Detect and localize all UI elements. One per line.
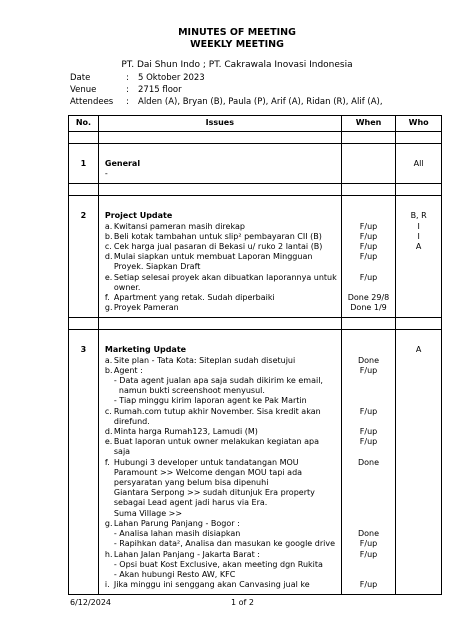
- item-text: Hubungi 3 developer untuk tandatangan MOU: [113, 457, 299, 467]
- section-number: 2: [69, 196, 99, 318]
- who-value: A: [415, 242, 422, 252]
- item-marker: b.: [104, 231, 113, 241]
- when-value: [342, 417, 396, 427]
- when-value: F/up: [359, 437, 378, 447]
- issue-line: [105, 550, 337, 560]
- header-when: When: [341, 116, 396, 132]
- item-marker: h.: [104, 549, 113, 559]
- item-text: - Tiap minggu kirim laporan agent ke Pak Martin: [113, 396, 307, 406]
- item-text: - Rapihkan data², Analisa dan masukan ke google drive: [113, 539, 336, 549]
- when-value: F/up: [359, 231, 378, 241]
- when-value: Done: [357, 355, 380, 365]
- meta-label: Attendees: [70, 97, 114, 107]
- issue-line: [105, 529, 337, 539]
- item-text: Proyek. Siapkan Draft: [113, 262, 201, 272]
- issues-cell: [98, 144, 341, 184]
- issue-line: [105, 293, 337, 303]
- who-value: A: [415, 345, 422, 355]
- issues-table: [68, 115, 442, 595]
- section-title: General: [104, 159, 141, 168]
- issue-line: [105, 417, 337, 427]
- item-marker: c.: [104, 242, 112, 252]
- document-subtitle: WEEKLY MEETING: [190, 39, 284, 50]
- item-text: Apartment yang retak. Sudah diperbaiki: [113, 293, 275, 303]
- meta-value: 5 Oktober 2023: [138, 73, 205, 83]
- item-text: Lahan Jalan Panjang - Jakarta Barat :: [113, 549, 260, 559]
- item-text: Beli kotak tambahan untuk slip² pembayaran CII (B): [113, 231, 322, 241]
- when-value: F/up: [359, 242, 378, 252]
- who-value: I: [417, 231, 420, 241]
- when-cell: [341, 196, 396, 318]
- item-text: Agent :: [113, 365, 143, 375]
- issue-line: [105, 366, 337, 376]
- when-value: F/up: [359, 539, 378, 549]
- when-value: [342, 468, 396, 478]
- when-value: [342, 262, 396, 272]
- item-text: saja: [113, 447, 131, 457]
- issue-line: [105, 407, 337, 417]
- item-marker: f.: [104, 457, 110, 467]
- item-text: Jika minggu ini senggang akan Canvasing jual ke: [113, 580, 310, 590]
- item-text: direfund.: [113, 416, 150, 426]
- when-value: Done: [357, 457, 380, 467]
- when-value: F/up: [359, 406, 378, 416]
- issue-line: [105, 396, 337, 406]
- issues-cell: [98, 330, 341, 595]
- item-text: Suma Village >>: [113, 508, 183, 518]
- table-row: [69, 330, 442, 595]
- when-value: [342, 478, 396, 488]
- when-value: F/up: [359, 365, 378, 375]
- item-text: - Akan hubungi Resto AW, KFC: [113, 569, 236, 579]
- issue-line: [105, 498, 337, 508]
- item-marker: e.: [104, 272, 113, 282]
- item-text: namun bukti screenshoot menyusul.: [118, 386, 265, 396]
- issue-line: [105, 560, 337, 570]
- footer-page: 1 of 2: [231, 598, 254, 607]
- issue-line: [105, 427, 337, 437]
- item-text: - Data agent jualan apa saja sudah dikirim ke email,: [113, 376, 323, 386]
- item-marker: c.: [104, 406, 112, 416]
- issue-line: [105, 437, 337, 447]
- item-text: Proyek Pameran: [113, 303, 179, 313]
- issue-line: [105, 169, 337, 179]
- who-value: B, R: [410, 211, 427, 221]
- item-text: Buat laporan untuk owner melakukan kegiatan apa: [113, 437, 320, 447]
- issue-line: [105, 458, 337, 468]
- who-value: I: [417, 221, 420, 231]
- issue-line: [105, 447, 337, 457]
- when-value: [342, 283, 396, 293]
- item-marker: a.: [104, 221, 113, 231]
- item-marker: d.: [104, 427, 113, 437]
- who-cell: [396, 196, 442, 318]
- footer-date: 6/12/2024: [70, 598, 112, 607]
- meta-row: [70, 72, 383, 84]
- when-cell: [341, 330, 396, 595]
- section-title: Project Update: [104, 211, 173, 221]
- meeting-meta: [70, 72, 383, 108]
- spacer-row: [69, 184, 442, 196]
- issue-line: [105, 222, 337, 232]
- when-value: [342, 376, 396, 386]
- issue-line: [105, 252, 337, 262]
- spacer-row: [69, 318, 442, 330]
- when-value: [342, 447, 396, 457]
- when-value: F/up: [359, 549, 378, 559]
- issue-line: [105, 242, 337, 252]
- meta-value: 2715 floor: [138, 85, 182, 95]
- when-value: F/up: [359, 221, 378, 231]
- item-text: Mulai siapkan untuk membuat Laporan Mingguan: [113, 252, 313, 262]
- meta-label: Venue: [70, 85, 97, 95]
- when-value: Done 1/9: [350, 303, 387, 313]
- header-who: Who: [396, 116, 442, 132]
- item-text: Paramount >> Welcome dengan MOU tapi ada: [113, 467, 303, 477]
- item-text: Kwitansi pameran masih direkap: [113, 221, 245, 231]
- section-number: 1: [69, 144, 99, 184]
- item-marker: i.: [104, 580, 110, 590]
- who-value: All: [413, 159, 424, 168]
- when-value: F/up: [359, 272, 378, 282]
- item-text: Cek harga jual pasaran di Bekasi u/ ruko 2 lantai (B): [113, 242, 323, 252]
- when-value: [342, 396, 396, 406]
- issue-line: [105, 570, 337, 580]
- when-value: [342, 498, 396, 508]
- section-number: 3: [69, 330, 99, 595]
- meta-row: [70, 84, 383, 96]
- item-text: sebagai Lead agent jadi harus via Era.: [113, 498, 268, 508]
- when-value: F/up: [359, 252, 378, 262]
- when-value: [342, 509, 396, 519]
- meta-label: Date: [70, 73, 91, 83]
- issue-line: [105, 509, 337, 519]
- when-value: [342, 560, 396, 570]
- table-header-row: [69, 116, 442, 132]
- issue-line: [105, 232, 337, 242]
- spacer-row: [69, 132, 442, 144]
- item-marker: -: [104, 169, 108, 179]
- item-marker: d.: [104, 252, 113, 262]
- header-no: No.: [69, 116, 99, 132]
- issue-line: [105, 539, 337, 549]
- item-text: Giantara Serpong >> sudah ditunjuk Era property: [113, 488, 315, 498]
- meta-colon: :: [126, 85, 129, 95]
- header-issues: Issues: [98, 116, 341, 132]
- who-cell: [396, 330, 442, 595]
- item-marker: g.: [104, 518, 113, 528]
- issue-line: [105, 303, 337, 313]
- item-text: Site plan - Tata Kota: Siteplan sudah disetujui: [113, 355, 296, 365]
- issue-line: [105, 262, 337, 272]
- issue-line: [105, 273, 337, 283]
- meta-colon: :: [126, 97, 129, 107]
- when-value: [342, 386, 396, 396]
- when-value: F/up: [359, 580, 378, 590]
- table-row: [69, 144, 442, 184]
- item-marker: g.: [104, 303, 113, 313]
- issue-line: [105, 356, 337, 366]
- issue-line: [105, 283, 337, 293]
- when-value: F/up: [359, 427, 378, 437]
- item-text: Minta harga Rumah123, Lamudi (M): [113, 427, 258, 437]
- issue-line: [105, 519, 337, 529]
- who-cell: [396, 144, 442, 184]
- when-value: Done: [357, 529, 380, 539]
- meta-value: Alden (A), Bryan (B), Paula (P), Arif (A), Ridan (R), Alif (A),: [138, 97, 383, 107]
- item-marker: e.: [104, 437, 113, 447]
- when-value: [342, 570, 396, 580]
- when-value: [342, 488, 396, 498]
- item-marker: f.: [104, 293, 110, 303]
- issue-line: [105, 488, 337, 498]
- meta-colon: :: [126, 73, 129, 83]
- issue-line: [105, 468, 337, 478]
- issues-cell: [98, 196, 341, 318]
- issue-line: [105, 376, 337, 386]
- when-cell: [341, 144, 396, 184]
- issue-line: [105, 580, 337, 590]
- item-marker: b.: [104, 365, 113, 375]
- item-text: Rumah.com tutup akhir November. Sisa kredit akan: [113, 406, 321, 416]
- when-value: [342, 519, 396, 529]
- companies-line: PT. Dai Shun Indo ; PT. Cakrawala Inovasi Indonesia: [121, 60, 353, 70]
- issue-line: [105, 386, 337, 396]
- item-text: owner.: [113, 282, 141, 292]
- item-text: Setiap selesai proyek akan dibuatkan laporannya untuk: [113, 272, 337, 282]
- when-value: Done 29/8: [347, 293, 390, 303]
- item-marker: a.: [104, 355, 113, 365]
- issue-line: [105, 478, 337, 488]
- item-text: - Analisa lahan masih disiapkan: [113, 529, 241, 539]
- item-text: persyaratan yang belum bisa dipenuhi: [113, 478, 269, 488]
- item-text: - Opsi buat Kost Exclusive, akan meeting dgn Rukita: [113, 559, 323, 569]
- document-title: MINUTES OF MEETING: [178, 27, 296, 38]
- section-title: Marketing Update: [104, 345, 187, 355]
- table-row: [69, 196, 442, 318]
- item-text: Lahan Parung Panjang - Bogor :: [113, 518, 240, 528]
- meta-row: [70, 96, 383, 108]
